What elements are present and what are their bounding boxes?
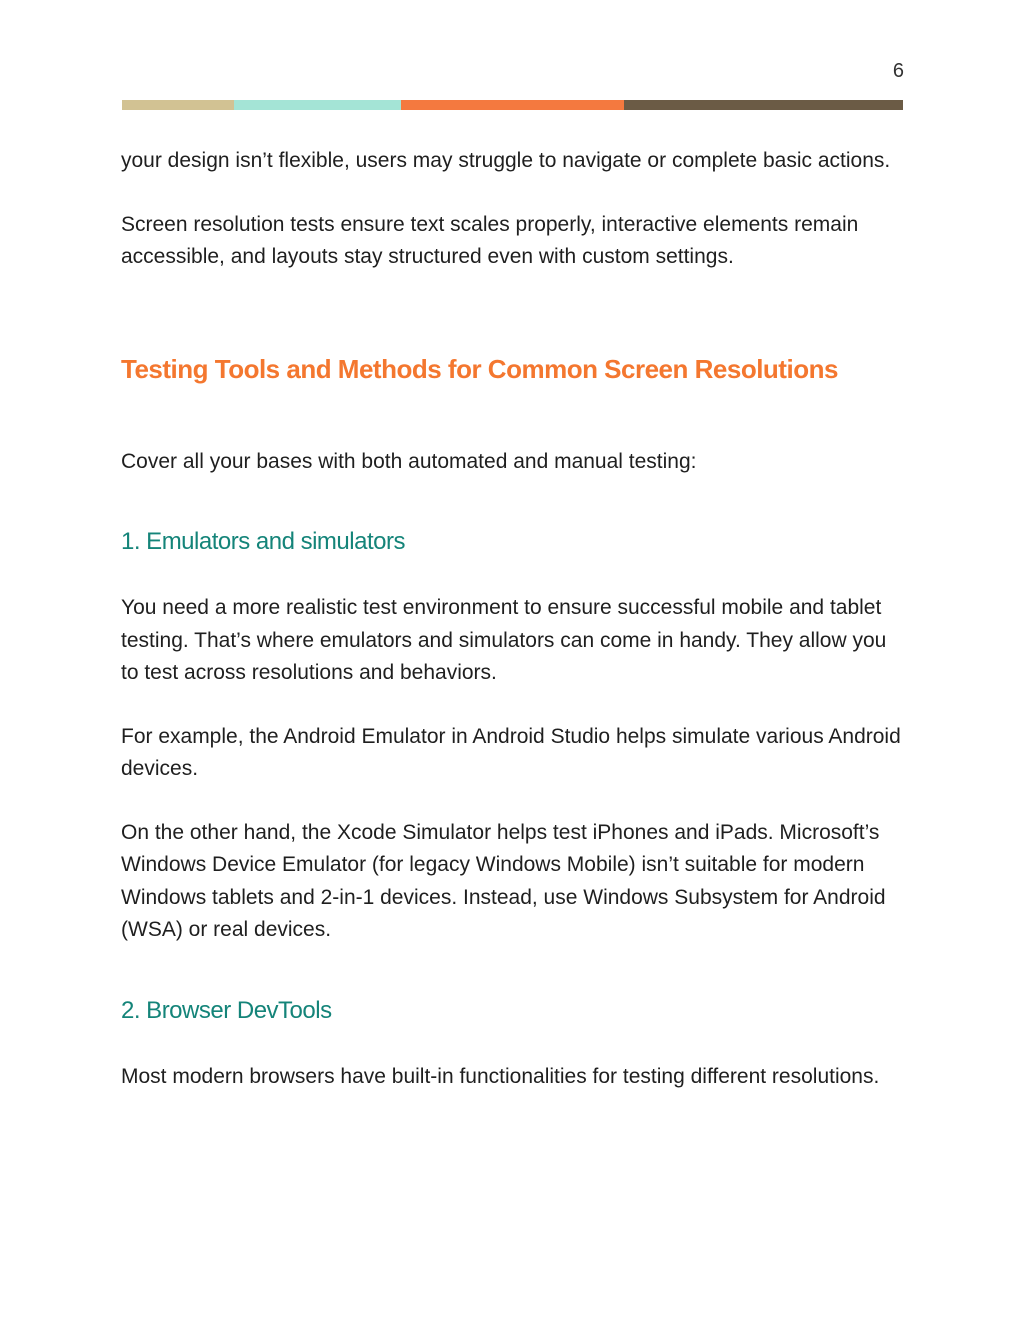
header-color-bar [122, 100, 903, 110]
subheading-emulators: 1. Emulators and simulators [121, 528, 405, 555]
paragraph-design-flexibility: your design isn’t flexible, users may struggle to navigate or complete basic actions. [121, 149, 891, 172]
document-body [121, 145, 903, 1093]
paragraph-resolution-tests: Screen resolution tests ensure text scales properly, interactive elements remain accessible, and layouts stay structured even with custom settings. [121, 212, 859, 268]
paragraph-emulators-3: On the other hand, the Xcode Simulator helps test iPhones and iPads. Microsoft’s Windows Device Emulator (for legacy Windows Mobile) isn’t suitable for modern Windows tablets and 2-in-1 devices. Instead, use Windows Subsystem for Android (WSA) or real devices. [121, 820, 886, 941]
color-bar-segment-aqua [234, 100, 401, 110]
paragraph-emulators-1: You need a more realistic test environment to ensure successful mobile and tablet testing. That’s where emulators and simulators can come in handy. They allow you to test across resolutions and behaviors. [121, 596, 887, 684]
paragraph-emulators-2: For example, the Android Emulator in Android Studio helps simulate various Android devices. [121, 724, 901, 780]
section-heading: Testing Tools and Methods for Common Screen Resolutions [121, 353, 838, 384]
color-bar-segment-brown [624, 100, 903, 110]
color-bar-segment-tan [122, 100, 234, 110]
subheading-devtools: 2. Browser DevTools [121, 996, 332, 1024]
color-bar-segment-orange [401, 100, 624, 110]
page-number: 6 [892, 60, 904, 82]
paragraph-intro: Cover all your bases with both automated and manual testing: [121, 449, 697, 473]
paragraph-devtools-1: Most modern browsers have built-in functionalities for testing different resolutions. [121, 1064, 880, 1088]
